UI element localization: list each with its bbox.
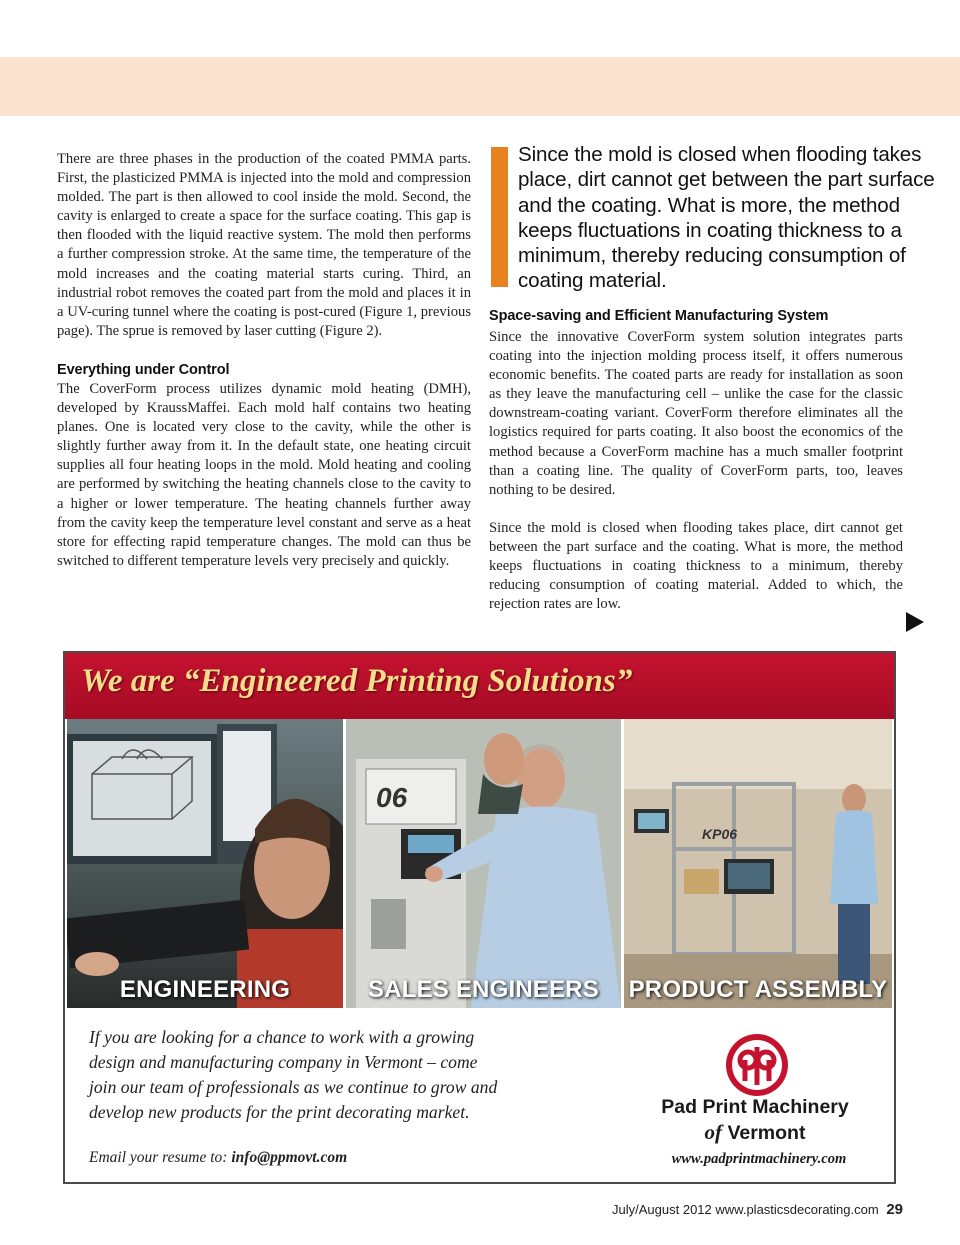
photo-sales-engineers	[346, 719, 621, 1008]
svg-text:06: 06	[376, 782, 408, 813]
advertisement[interactable]	[63, 651, 896, 1184]
right-column	[489, 328, 903, 614]
section-heading-control: Everything under Control	[57, 361, 230, 378]
ad-website-link[interactable]: www.padprintmachinery.com	[671, 1151, 847, 1167]
flooding-paragraph: Since the mold is closed when flooding takes place, dirt cannot get between the part surface and the coating. What is more, the method keeps fluctuations in coating thickness to a minimum, thereby reducing consumption of coating material. Added to which, the rejection rates are low.	[489, 519, 903, 613]
left-column	[57, 150, 471, 571]
ad-email-line	[89, 1149, 347, 1167]
ad-email-link[interactable]: info@ppmovt.com	[231, 1149, 348, 1166]
control-paragraph: The CoverForm process utilizes dynamic mold heating (DMH), developed by KraussMaffei. Each mold half contains two heating planes. One is located very close to the cavity, while the other is slightly further away from it. In the default state, one heating circuit supplies all four heating loops in the mold. Mold heating and cooling are performed by switching the heating channels close to the cavity to a higher or lower temperature. The heating channels further away from the cavity keep the temperature level constant and serve as a heat store for effecting rapid temperature changes. The mold can thus be switched to different temperature levels very precisely and quickly.	[57, 380, 471, 569]
ad-email-label: Email your resume to:	[89, 1149, 228, 1166]
header-band	[0, 57, 960, 116]
intro-paragraph: There are three phases in the production of the coated PMMA parts. First, the plasticized PMMA is injected into the mold and compression molded. The part is then allowed to cool inside the mold. Second, the cavity is enlarged to create a space for the surface coating. This gap is then flooded with the liquid reactive system. The mold then performs a further compression stroke. At the same time, the temperature of the mold increases and the coating material starts curing. Third, an industrial robot removes the coated part from the mold and places it in a UV-curing tunnel where the coating is post-cured (Figure 1, previous page). The sprue is removed by laser cutting (Figure 2).	[57, 151, 471, 339]
photo-engineering	[67, 719, 343, 1008]
svg-text:KP06: KP06	[702, 826, 738, 842]
space-saving-paragraph: Since the innovative CoverForm system solution integrates parts coating into the injection molding process itself, it offers numerous economic benefits. The coated parts are ready for installation as soon as they leave the manufacturing cell – unlike the case for the classic downstream-coating variant. CoverForm therefore eliminates all the logistics required for parts coating. It also boost the economics of the method because a CoverForm machine has a much smaller footprint than a coating line. The quality of CoverForm parts, too, leaves nothing to be desired.	[489, 329, 903, 498]
photo-label-engineering: ENGINEERING	[119, 976, 291, 1003]
ad-recruitment-copy: If you are looking for a chance to work with a growing design and manufacturing company in Vermont – come join our team of professionals as we continue to grow and develop new products for the print decorating market.	[89, 1027, 498, 1122]
pull-quote-bar	[491, 147, 508, 287]
page-footer	[612, 1201, 903, 1218]
continue-arrow-icon[interactable]	[906, 612, 924, 632]
photo-product-assembly	[624, 719, 892, 1008]
footer-issue: July/August 2012	[612, 1202, 712, 1217]
ad-headline: We are “Engineered Printing Solutions”	[81, 663, 633, 699]
photo-label-product-assembly: PRODUCT ASSEMBLY	[628, 976, 888, 1003]
page-number: 29	[886, 1201, 903, 1218]
pad-print-logo-icon	[725, 1033, 789, 1097]
company-name	[625, 1095, 885, 1146]
pull-quote: Since the mold is closed when flooding takes place, dirt cannot get between the part surface and the coating. What is more, the method keeps fluctuations in coating thickness to a minimum, thereby reducing consumption of coating material.	[518, 143, 935, 293]
company-name-line2: Vermont	[727, 1122, 806, 1144]
section-heading-space-saving: Space-saving and Efficient Manufacturing System	[489, 308, 829, 324]
photo-label-sales-engineers: SALES ENGINEERS	[367, 976, 600, 1003]
footer-site[interactable]: www.plasticsdecorating.com	[715, 1202, 879, 1217]
ad-banner	[65, 653, 894, 719]
company-name-of: of	[704, 1120, 723, 1144]
company-name-line1: Pad Print Machinery	[661, 1096, 849, 1118]
